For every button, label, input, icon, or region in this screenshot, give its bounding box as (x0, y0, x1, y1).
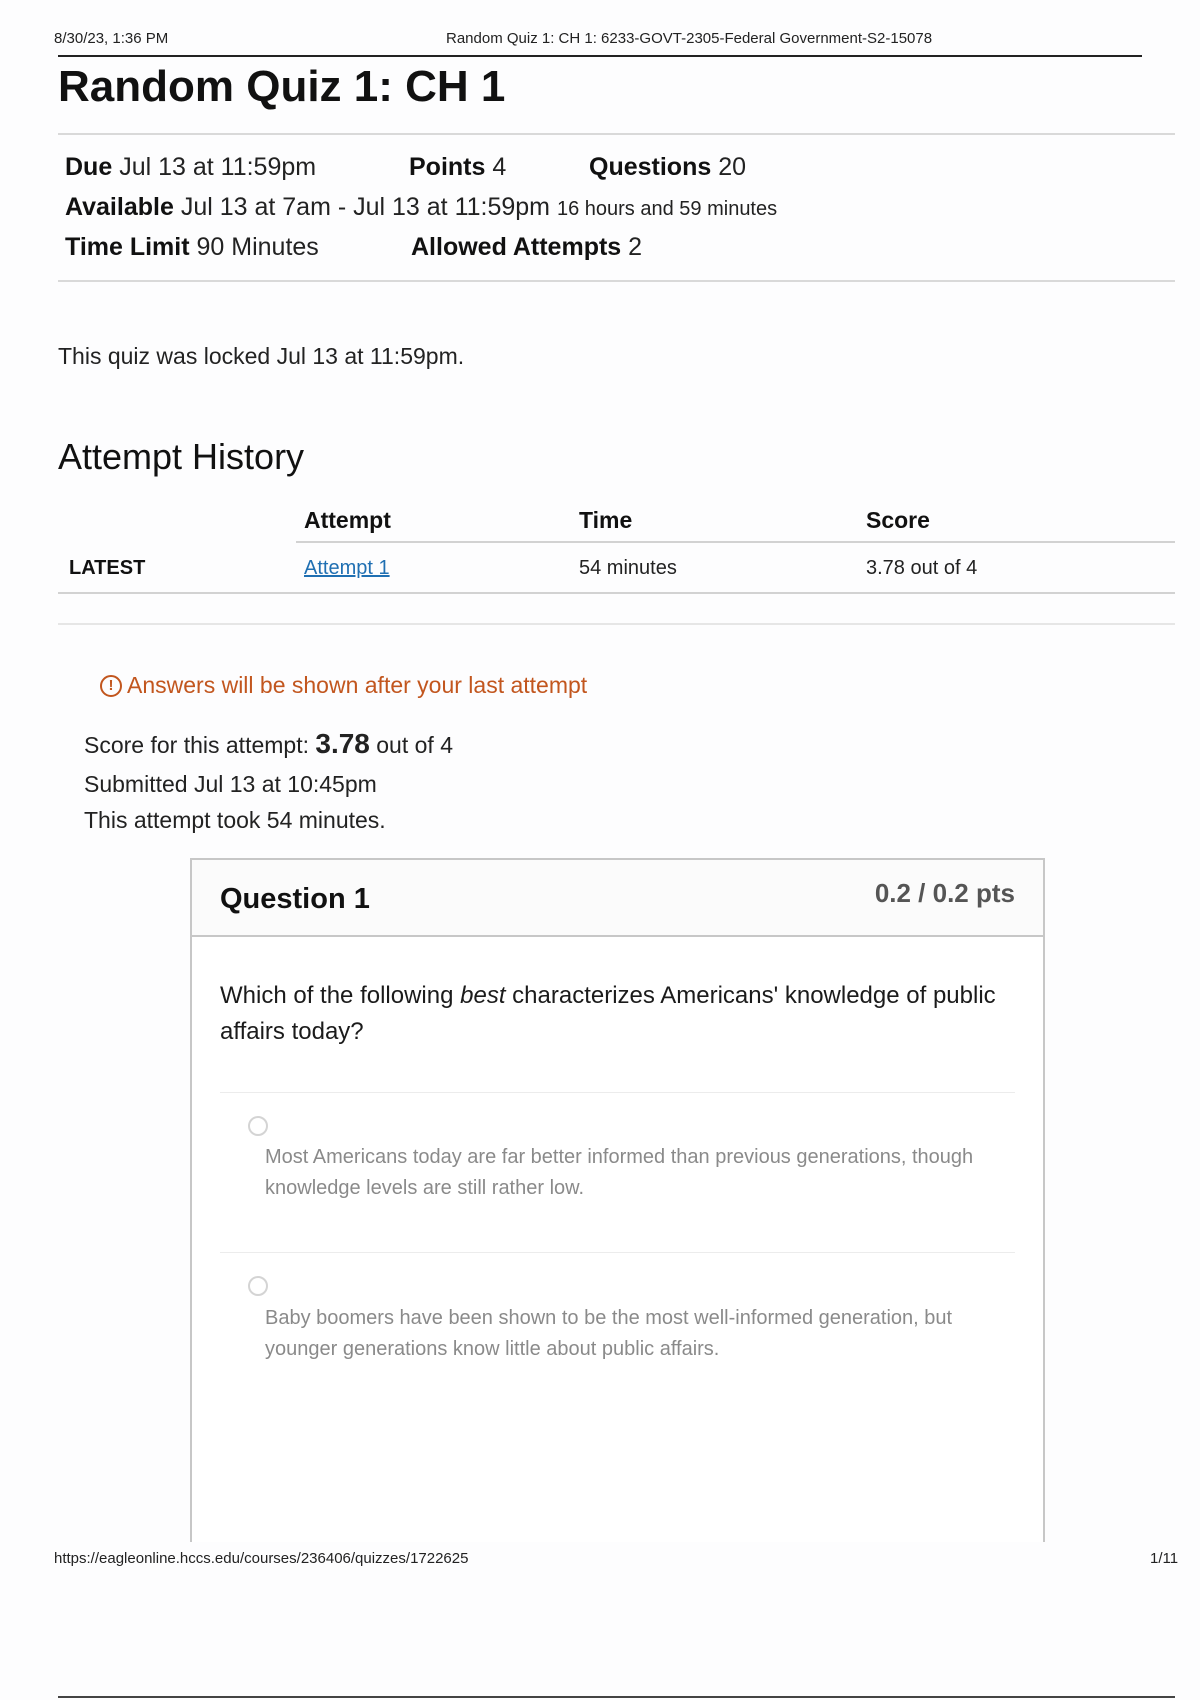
question-title: Question 1 (220, 883, 370, 915)
question-header (192, 860, 1043, 937)
attempt-history-heading: Attempt History (58, 436, 305, 477)
divider (58, 623, 1175, 625)
questions-info (589, 153, 746, 182)
questions-label: Questions (589, 153, 712, 181)
answer-separator (220, 1252, 1015, 1253)
time-limit-value: 90 Minutes (196, 233, 319, 261)
attempt-score: 3.78 out of 4 (866, 557, 978, 579)
question-text (220, 978, 1020, 1050)
page-number: 1/11 (1150, 1550, 1179, 1567)
due-label: Due (65, 153, 113, 181)
question-text-emphasis: best (460, 982, 506, 1009)
submitted-line: Submitted Jul 13 at 10:45pm (84, 771, 377, 797)
question-text-start: Which of the following (220, 982, 461, 1009)
attempt-score-line (84, 728, 453, 760)
warning-text: Answers will be shown after your last attempt (127, 672, 588, 698)
footer-rule (58, 1696, 1175, 1698)
exclamation-circle-icon: ! (100, 675, 122, 697)
divider (58, 280, 1175, 282)
available-duration: 16 hours and 59 minutes (556, 198, 778, 220)
question-card (190, 858, 1045, 1542)
attempt-duration-line: This attempt took 54 minutes. (84, 807, 386, 833)
answer-1-radio[interactable] (248, 1116, 268, 1136)
attempt-1-link[interactable]: Attempt 1 (304, 557, 390, 579)
questions-value: 20 (718, 153, 747, 181)
header-rule (58, 55, 1142, 57)
score-suffix: out of 4 (376, 732, 453, 758)
available-value: Jul 13 at 7am - Jul 13 at 11:59pm (180, 193, 551, 221)
quiz-locked-message: This quiz was locked Jul 13 at 11:59pm. (58, 343, 465, 369)
divider (58, 133, 1175, 135)
due-info (65, 153, 316, 182)
points-info (409, 153, 506, 182)
table-bottom-rule (58, 592, 1175, 594)
available-info (65, 193, 777, 222)
print-document-title: Random Quiz 1: CH 1: 6233-GOVT-2305-Federal Government-S2-15078 (446, 30, 933, 47)
question-points: 0.2 / 0.2 pts (874, 878, 1015, 908)
attempt-time: 54 minutes (579, 557, 677, 579)
column-header-attempt: Attempt (304, 507, 391, 533)
allowed-attempts-value: 2 (628, 233, 643, 261)
score-prefix: Score for this attempt: (84, 732, 309, 758)
question-text-end: characterizes Americans' knowledge of public affairs today? (220, 982, 996, 1045)
latest-tag: LATEST (69, 557, 146, 579)
column-header-score: Score (866, 507, 930, 533)
time-limit-label: Time Limit (65, 233, 190, 261)
answer-1-text: Most Americans today are far better informed than previous generations, though knowledge levels are still rather low. (265, 1146, 974, 1199)
points-value: 4 (492, 153, 507, 181)
allowed-attempts-info (411, 233, 642, 262)
column-header-time: Time (579, 507, 633, 533)
allowed-attempts-label: Allowed Attempts (411, 233, 622, 261)
print-datetime: 8/30/23, 1:36 PM (54, 30, 169, 47)
answer-2-radio[interactable] (248, 1276, 268, 1296)
answers-hidden-warning (100, 672, 587, 699)
available-label: Available (65, 193, 174, 221)
points-label: Points (409, 153, 486, 181)
print-url: https://eagleonline.hccs.edu/courses/236406/quizzes/1722625 (54, 1550, 469, 1567)
time-limit-info (65, 233, 319, 262)
page-title: Random Quiz 1: CH 1 (58, 62, 506, 111)
table-row (58, 543, 1175, 593)
answer-2-text: Baby boomers have been shown to be the most well-informed generation, but younger generations know little about public affairs. (265, 1307, 953, 1360)
due-value: Jul 13 at 11:59pm (119, 153, 317, 181)
answer-separator (220, 1092, 1015, 1093)
score-value: 3.78 (315, 728, 370, 759)
